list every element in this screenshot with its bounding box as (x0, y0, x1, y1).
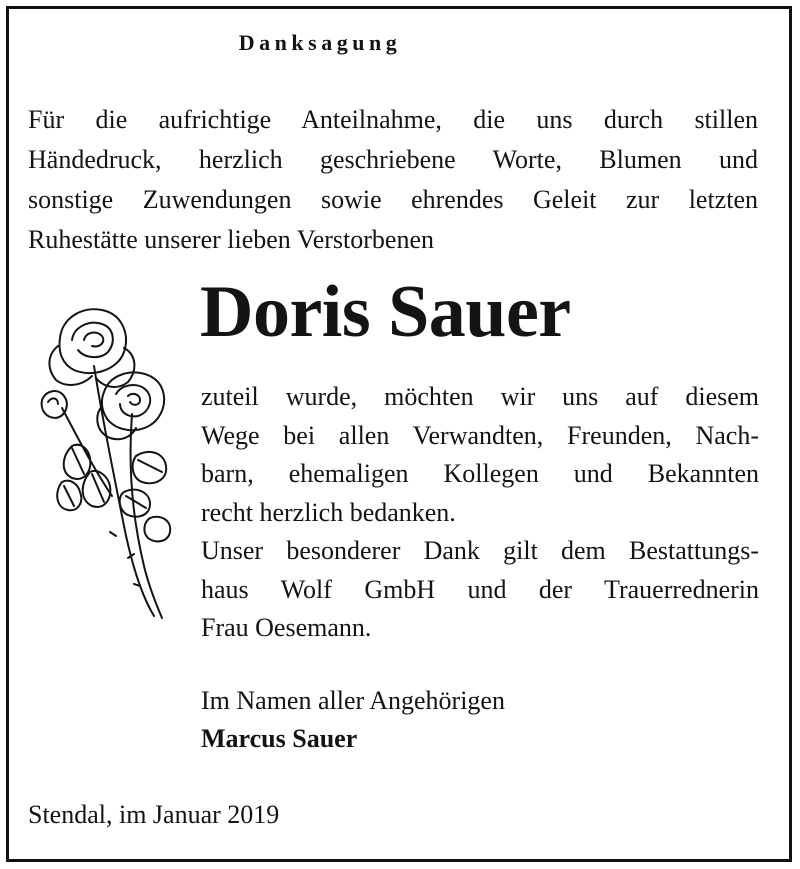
body-line: Frau Oesemann. (201, 613, 372, 642)
body-line: haus Wolf GmbH und der Trauerrednerin (201, 574, 759, 604)
body-line: zuteil wurde, möchten wir uns auf diesem (201, 382, 759, 411)
notice-heading: Danksagung (238, 30, 402, 55)
intro-line: Für die aufrichtige Anteilnahme, die uns durch stillen (28, 105, 758, 134)
body-paragraph (201, 378, 759, 648)
intro-line: Ruhestätte unserer lieben Verstorbenen (28, 225, 434, 254)
intro-line: Händedruck, herzlich geschriebene Worte, Blumen und (28, 145, 758, 174)
body-line: recht herzlich bedanken. (201, 497, 456, 527)
signer-name: Marcus Sauer (201, 724, 358, 753)
closing-text: Im Namen aller Angehörigen (201, 686, 505, 715)
rose-icon (32, 296, 182, 626)
body-line: barn, ehemaligen Kollegen und Bekannten (201, 459, 759, 488)
body-line: Unser besonderer Dank gilt dem Bestattungs- (201, 536, 759, 565)
intro-line: sonstige Zuwendungen sowie ehrendes Geleit zur letzten (28, 185, 758, 214)
deceased-name: Doris Sauer (200, 271, 571, 353)
body-line: Wege bei allen Verwandten, Freunden, Nach- (201, 420, 759, 450)
signature-block (201, 682, 505, 758)
place-date: Stendal, im Januar 2019 (28, 800, 280, 829)
intro-paragraph (28, 100, 758, 260)
